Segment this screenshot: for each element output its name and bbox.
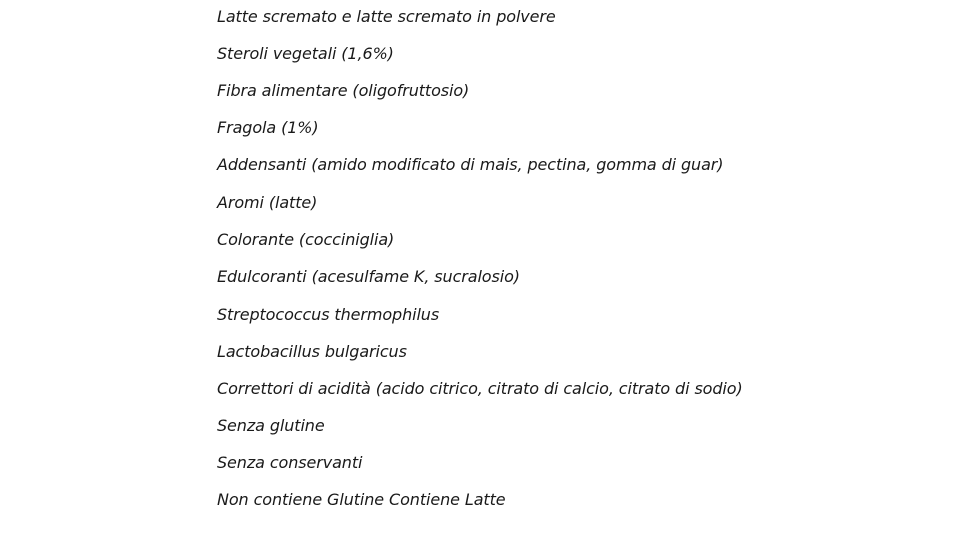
ingredient-item: Edulcoranti (acesulfame K, sucralosio) (217, 267, 520, 286)
ingredient-item: Fibra alimentare (oligofruttosio) (217, 81, 470, 100)
ingredient-item: Senza glutine (217, 416, 325, 435)
ingredient-list (217, 0, 937, 540)
ingredient-item: Steroli vegetali (1,6%) (217, 44, 394, 63)
ingredient-item: Senza conservanti (217, 453, 363, 472)
ingredient-item: Latte scremato e latte scremato in polvere (217, 7, 556, 26)
allergen-line-milk: Contiene Latte (389, 490, 506, 509)
ingredient-item: Fragola (1%) (217, 118, 319, 137)
ingredient-item: Streptococcus thermophilus (217, 305, 440, 324)
ingredient-item: Aromi (latte) (217, 193, 318, 212)
ingredient-item: Correttori di acidità (acido citrico, citrato di calcio, citrato di sodio) (217, 379, 743, 398)
ingredient-item: Lactobacillus bulgaricus (217, 342, 407, 361)
allergen-line-gluten: Non contiene Glutine (217, 490, 385, 509)
allergen-info (217, 490, 506, 509)
ingredient-item: Addensanti (amido modificato di mais, pectina, gomma di guar) (217, 155, 724, 174)
ingredient-item: Colorante (cocciniglia) (217, 230, 395, 249)
